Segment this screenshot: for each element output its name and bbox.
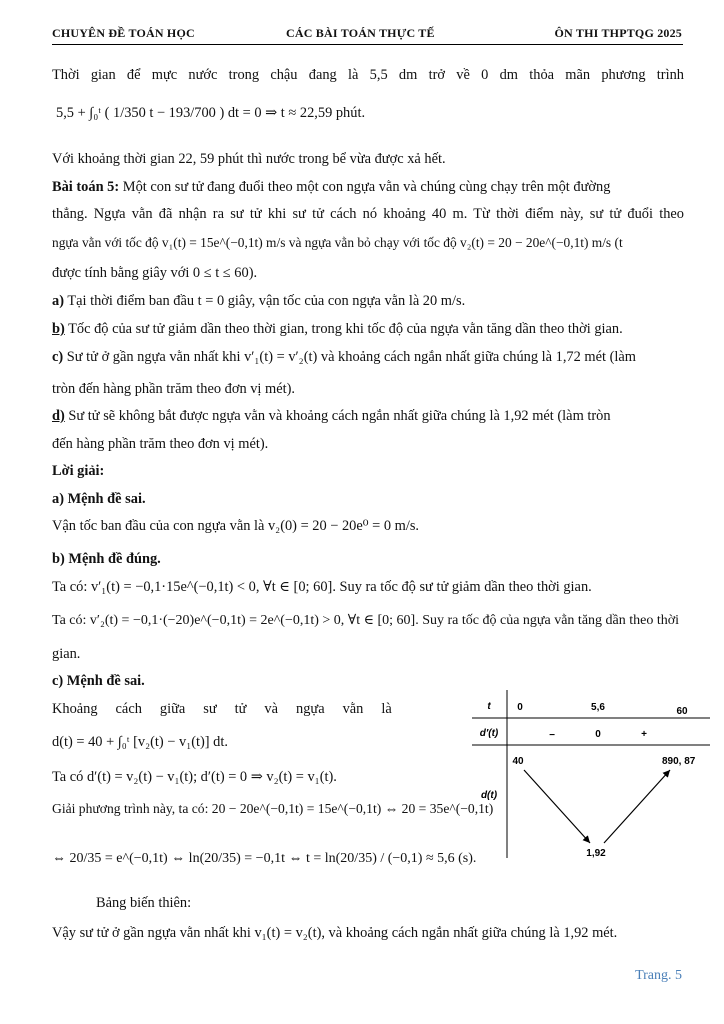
statement-b-text: Tốc độ của sư tử giảm dần theo thời gian, trong khi tốc độ của ngựa vằn tăng dần theo thời gian.	[64, 321, 623, 337]
statement-a	[52, 292, 684, 310]
text-line: tròn đến hàng phần trăm theo đơn vị mét).	[52, 381, 295, 397]
text-line: Ta có: v′₂(t) = −0,1·(−20)e^(−0,1t) = 2e^(−0,1t) > 0, ∀t ∈ [0; 60]. Suy ra tốc độ của ngựa vằn tăng dần theo thời	[52, 613, 680, 628]
text-line: đến hàng phần trăm theo đơn vị mét).	[52, 436, 269, 452]
answer-a: a) Mệnh đề sai.	[52, 491, 146, 507]
problem-5-text: Một con sư tử đang đuổi theo một con ngựa vằn và chúng cùng chạy trên một đường	[119, 179, 611, 195]
text-line: Vận tốc ban đầu của con ngựa vằn là v₂(0) = 20 − 20e⁰ = 0 m/s.	[52, 518, 420, 534]
text-line: Ta có: v′₁(t) = −0,1·15e^(−0,1t) < 0, ∀t ∈ [0; 60]. Suy ra tốc độ sư tử giảm dần theo thời gian.	[52, 579, 592, 595]
statement-a-text: Tại thời điểm ban đầu t = 0 giây, vận tốc của con ngựa vằn là 20 m/s.	[64, 293, 466, 309]
header-divider	[52, 44, 683, 45]
row-t-label: t	[487, 701, 491, 712]
solution-heading: Lời giải:	[52, 463, 105, 479]
statement-c-label: c)	[52, 349, 64, 365]
dprime-zero: 0	[595, 729, 601, 740]
increasing-arrow	[604, 770, 670, 843]
header-right: ÔN THI THPTQG 2025	[554, 26, 682, 40]
decreasing-arrow	[524, 770, 590, 843]
d-value-start: 40	[512, 756, 524, 767]
text-line: thẳng. Ngựa vằn đã nhận ra sư tử khi sư tử cách nó khoảng 40 m. Từ thời điểm này, sư tử đuổi theo	[52, 206, 684, 222]
text-line: Thời gian để mực nước trong chậu đang là 5,5 dm trở về 0 dm thỏa mãn phương trình	[52, 67, 684, 83]
conclusion: Vậy sư tử ở gần ngựa vằn nhất khi v₁(t) = v₂(t), và khoảng cách ngắn nhất giữa chúng là 1,92 mét.	[52, 925, 618, 941]
text-line: được tính bằng giây với 0 ≤ t ≤ 60).	[52, 265, 258, 281]
text-line: Ta có d′(t) = v₂(t) − v₁(t); d′(t) = 0 ⇒ v₂(t) = v₁(t).	[52, 769, 337, 785]
t-start: 0	[517, 702, 523, 713]
problem-5-title: Bài toán 5:	[52, 179, 120, 195]
header-center: CÁC BÀI TOÁN THỰC TẾ	[286, 26, 435, 40]
answer-b: b) Mệnh đề đúng.	[52, 551, 161, 567]
header-left: CHUYÊN ĐỀ TOÁN HỌC	[52, 26, 195, 40]
text-line: Khoảng cách giữa sư tử và ngựa vằn là	[52, 701, 392, 717]
t-end: 60	[676, 706, 688, 717]
dprime-sign-negative: −	[549, 730, 555, 741]
d-value-end: 890, 87	[662, 756, 696, 767]
answer-c: c) Mệnh đề sai.	[52, 673, 145, 689]
velocity-line: ngựa vằn với tốc độ v₁(t) = 15e^(−0,1t) m/s và ngựa vằn bỏ chạy với tốc độ v₂(t) = 20 − 20e^(−0,1t) m/s (t	[52, 235, 623, 250]
problem-5-line	[52, 178, 684, 196]
variation-table-caption: Bảng biến thiên:	[96, 895, 192, 911]
row-dprime-label: d′(t)	[479, 728, 499, 739]
d-value-min: 1,92	[586, 848, 606, 859]
statement-d-label: d)	[52, 408, 65, 424]
text-line: Với khoảng thời gian 22, 59 phút thì nước trong bể vừa được xả hết.	[52, 151, 446, 167]
statement-b	[52, 320, 684, 338]
statement-b-label: b)	[52, 321, 65, 337]
statement-c	[52, 348, 684, 366]
dprime-sign-positive: +	[641, 729, 647, 740]
variation-table	[472, 690, 710, 860]
integral-equation: 5,5 + ∫₀ᵗ ( 1/350 t − 193/700 ) dt = 0 ⇒ t ≈ 22,59 phút.	[56, 105, 366, 121]
statement-c-text: Sư tử ở gần ngựa vằn nhất khi v′₁(t) = v′₂(t) và khoảng cách ngắn nhất giữa chúng là 1,72 mét (làm	[63, 349, 636, 365]
page-number: Trang. 5	[635, 968, 682, 983]
text-line: d(t) = 40 + ∫₀ᵗ [v₂(t) − v₁(t)] dt.	[52, 734, 228, 750]
statement-d	[52, 407, 684, 425]
text-line: gian.	[52, 646, 81, 662]
text-line: ⇔ 20/35 = e^(−0,1t) ⇔ ln(20/35) = −0,1t ⇔ t = ln(20/35) / (−0,1) ≈ 5,6 (s).	[52, 851, 477, 866]
row-d-label: d(t)	[480, 790, 498, 801]
text-line: Giải phương trình này, ta có: 20 − 20e^(−0,1t) = 15e^(−0,1t) ⇔ 20 = 35e^(−0,1t)	[52, 801, 494, 816]
t-critical: 5,6	[591, 702, 605, 713]
statement-d-text: Sư tử sẽ không bắt được ngựa vằn và khoảng cách ngắn nhất giữa chúng là 1,92 mét (làm tròn	[64, 408, 611, 424]
statement-a-label: a)	[52, 293, 64, 309]
